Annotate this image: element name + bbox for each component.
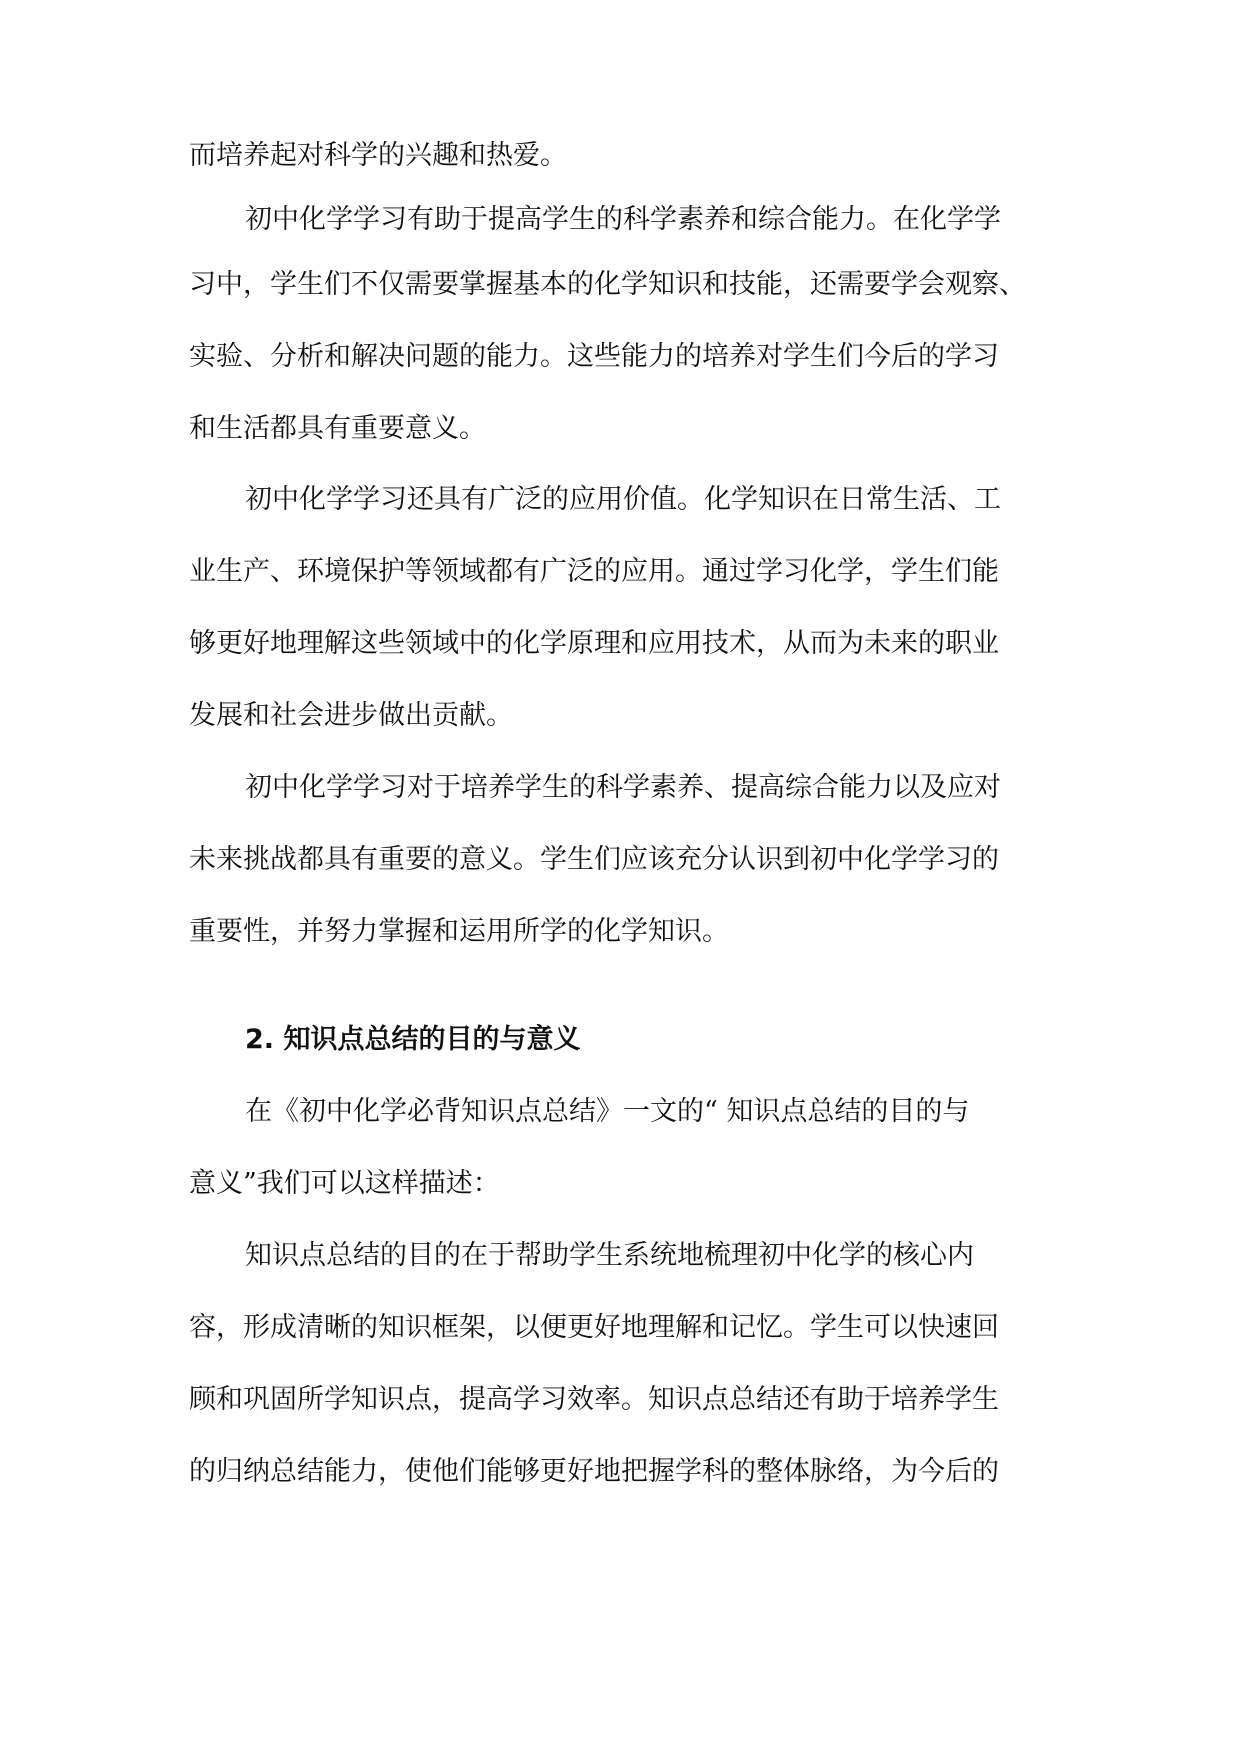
paragraph-3-line-1: 初中化学学习还具有广泛的应用价值。化学知识在日常生活、工 (245, 484, 1001, 515)
paragraph-4-line-2: 未来挑战都具有重要的意义。学生们应该充分认识到初中化学学习的 (189, 844, 999, 875)
paragraph-6-line-4: 的归纳总结能力，使他们能够更好地把握学科的整体脉络，为今后的 (189, 1456, 999, 1487)
paragraph-3-line-3: 够更好地理解这些领域中的化学原理和应用技术，从而为未来的职业 (189, 628, 999, 659)
paragraph-2-line-3: 实验、分析和解决问题的能力。这些能力的培养对学生们今后的学习 (189, 341, 999, 372)
paragraph-3-line-2: 业生产、环境保护等领域都有广泛的应用。通过学习化学，学生们能 (189, 556, 999, 587)
paragraph-1-line-1: 而培养起对科学的兴趣和热爱。 (189, 140, 567, 171)
paragraph-2-line-1: 初中化学学习有助于提高学生的科学素养和综合能力。在化学学 (245, 204, 1001, 235)
paragraph-4-line-1: 初中化学学习对于培养学生的科学素养、提高综合能力以及应对 (245, 772, 1001, 803)
paragraph-5-line-2: 意义”我们可以这样描述： (189, 1168, 500, 1199)
paragraph-3-line-4: 发展和社会进步做出贡献。 (189, 700, 513, 731)
paragraph-2-line-2: 习中，学生们不仅需要掌握基本的化学知识和技能，还需要学会观察、 (189, 269, 1026, 300)
section-heading: 2. 知识点总结的目的与意义 (245, 1024, 581, 1055)
paragraph-5-line-1: 在《初中化学必背知识点总结》一文的“ 知识点总结的目的与 (245, 1096, 970, 1127)
paragraph-6-line-3: 顾和巩固所学知识点，提高学习效率。知识点总结还有助于培养学生 (189, 1384, 999, 1415)
paragraph-6-line-1: 知识点总结的目的在于帮助学生系统地梳理初中化学的核心内 (245, 1240, 974, 1271)
paragraph-4-line-3: 重要性，并努力掌握和运用所学的化学知识。 (189, 916, 729, 947)
paragraph-6-line-2: 容，形成清晰的知识框架，以便更好地理解和记忆。学生可以快速回 (189, 1312, 999, 1343)
paragraph-2-line-4: 和生活都具有重要意义。 (189, 413, 486, 444)
